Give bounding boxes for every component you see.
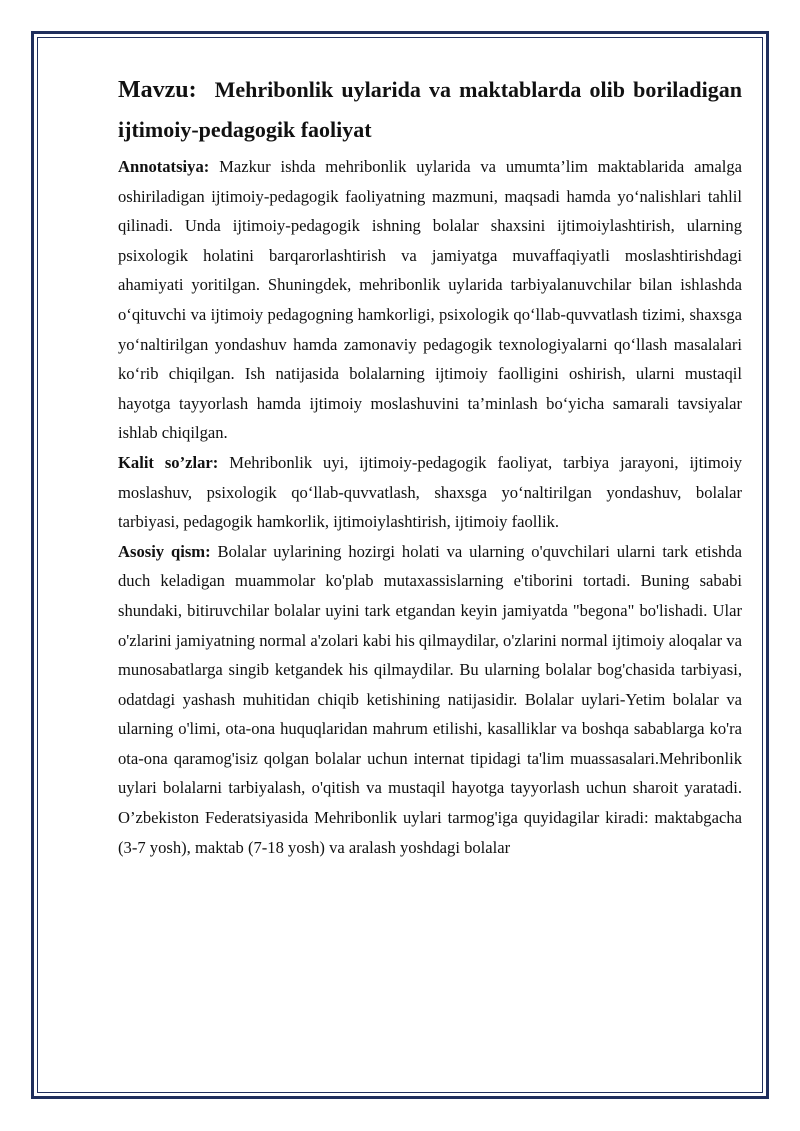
annotation-paragraph bbox=[118, 152, 742, 448]
document-title bbox=[118, 70, 742, 150]
main-section-text: Bolalar uylarining hozirgi holati va ularning o'quvchilari ularni tark etishda duch keladigan muammolar ko'plab mutaxassislarning e'tiborini tortadi. Buning sababi shundaki, bitiruvchilar bolalar uyini tark etgandan keyin jamiyatda "begona" bo'lishadi. Ular o'zlarini jamiyatning normal a'zolari kabi his qilmaydilar, o'zlarini normal ijtimoiy aloqalar va munosabatlarga singib ketgandek his qilmaydilar. Bu ularning bolalar bog'chasida tarbiyasi, odatdagi yashash muhitidan chiqib ketishining natijasidir. Bolalar uylari-Yetim bolalar va ularning o'limi, ota-ona huquqlaridan mahrum etilishi, kasalliklar va boshqa sabablarga ko'ra ota-ona qaramog'isiz qolgan bolalar uchun internat tipidagi ta'lim muassasalari.Mehribonlik uylari bolalarni tarbiyalash, o'qitish va mustaqil hayotga tayyorlash uchun sharoit yaratadi. O’zbekiston Federatsiyasida Mehribonlik uylari tarmog'iga quyidagilar kiradi: maktabgacha (3-7 yosh), maktab (7-18 yosh) va aralash yoshdagi bolalar bbox=[118, 541, 743, 857]
title-lead: Mavzu: bbox=[118, 77, 197, 103]
keywords-label: Kalit so’zlar: bbox=[118, 452, 219, 472]
keywords-text: Mehribonlik uyi, ijtimoiy-pedagogik faoliyat, tarbiya jarayoni, ijtimoiy moslashuv, psixologik qo‘llab-quvvatlash, shaxsga yo‘naltirilgan yondashuv, bolalar tarbiyasi, pedagogik hamkorlik, ijtimoiylashtirish, ijtimoiy faollik. bbox=[118, 452, 742, 532]
document-body bbox=[118, 70, 742, 862]
annotation-text: Mazkur ishda mehribonlik uylarida va umumta’lim maktablarida amalga oshiriladigan ijtimoiy-pedagogik faoliyatning mazmuni, maqsadi hamda yo‘nalishlari tahlil qilinadi. Unda ijtimoiy-pedagogik ishning bolalar shaxsini ijtimoiylashtirish, ularning psixologik holatini barqarorlashtirish va jamiyatga muvaffaqiyatli moslashtirishdagi ahamiyati yoritilgan. Shuningdek, mehribonlik uylarida tarbiyalanuvchilar bilan ishlashda o‘qituvchi va ijtimoiy pedagogning hamkorligi, psixologik qo‘llab-quvvatlash tizimi, shaxsga yo‘naltirilgan yondashuv hamda zamonaviy pedagogik texnologiyalarni qo‘llash masalalari ko‘rib chiqilgan. Ish natijasida bolalarning ijtimoiy faolligini oshirish, ularni mustaqil hayotga tayyorlash hamda ijtimoiy moslashuvini ta’minlash bo‘yicha samarali tavsiyalar ishlab chiqilgan. bbox=[118, 157, 742, 443]
title-text: Mehribonlik uylarida va maktablarda olib boriladigan ijtimoiy-pedagogik faoliyat bbox=[118, 77, 742, 142]
main-section-paragraph bbox=[118, 537, 742, 863]
annotation-label: Annotatsiya: bbox=[118, 157, 210, 176]
main-section-label: Asosiy qism: bbox=[118, 541, 211, 561]
keywords-paragraph bbox=[118, 448, 742, 537]
